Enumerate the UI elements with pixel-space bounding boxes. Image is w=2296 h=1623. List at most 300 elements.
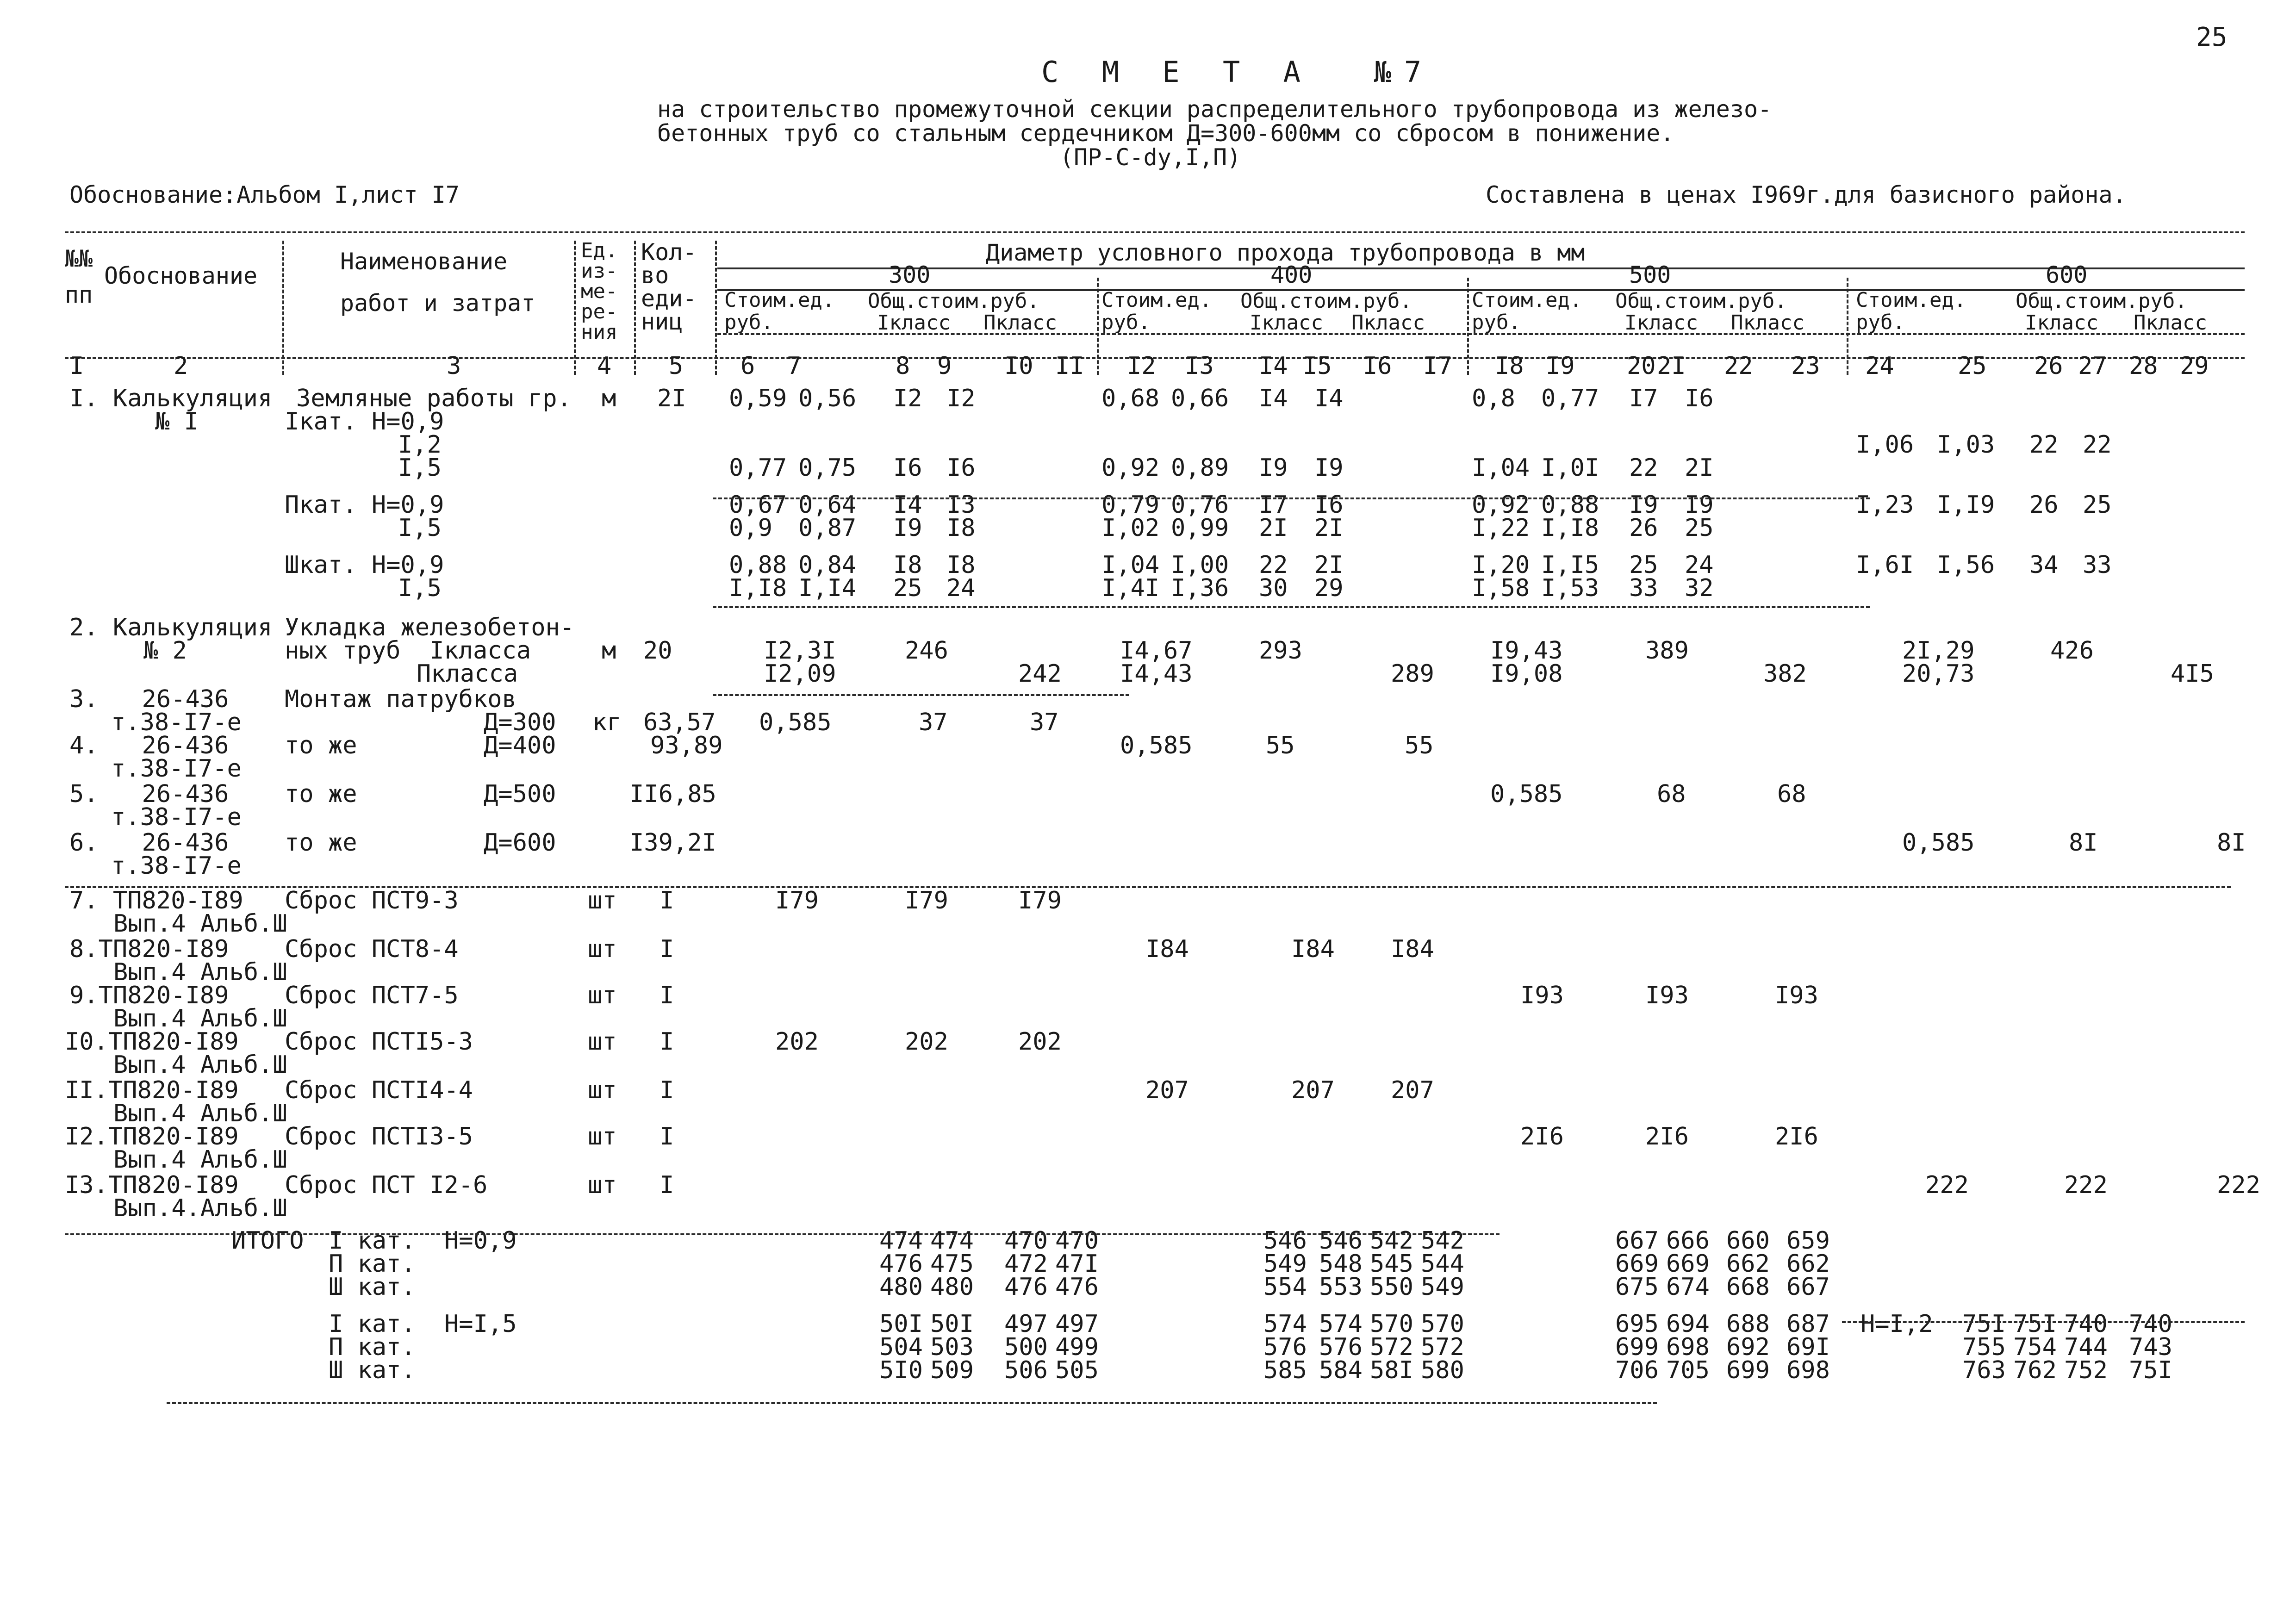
column-number: 2 — [174, 352, 188, 380]
header-total-cost-400: Общ.стоим.руб. — [1240, 289, 1412, 313]
table-cell: 0,88 — [729, 551, 787, 579]
table-cell: Вып.4 Альб.Ш — [113, 1100, 287, 1127]
table-cell: 32 — [1685, 574, 1714, 602]
table-cell: I,5 — [398, 514, 442, 542]
column-number: 2I — [1657, 352, 1686, 380]
table-cell: кг — [592, 709, 622, 736]
table-cell: I,56 — [1937, 551, 1995, 579]
totals-rule-bottom — [167, 1402, 1657, 1404]
table-cell: 574 — [1263, 1310, 1307, 1338]
table-cell: 470 — [1055, 1227, 1099, 1255]
table-cell: I,5 — [398, 454, 442, 482]
table-cell: 503 — [930, 1333, 974, 1361]
table-cell: № I — [155, 408, 199, 435]
column-number: 6 — [740, 352, 755, 380]
table-cell: I7 — [1629, 385, 1658, 412]
table-cell: 505 — [1055, 1356, 1099, 1384]
vsep-5 — [1097, 278, 1099, 375]
table-cell: 752 — [2064, 1356, 2108, 1384]
table-cell: 207 — [1145, 1076, 1189, 1104]
table-cell: 659 — [1786, 1227, 1830, 1255]
table-cell: Пкат. Н=0,9 — [285, 491, 444, 519]
table-cell: т.38-I7-е — [111, 852, 242, 880]
column-number: I7 — [1423, 352, 1452, 380]
header-diameter-300: 300 — [889, 261, 931, 288]
vsep-7 — [1847, 278, 1848, 375]
table-cell: 474 — [879, 1227, 923, 1255]
totals-rule-top — [65, 1233, 1500, 1235]
table-cell: I — [660, 1171, 674, 1199]
table-cell: I0.ТП820-I89 — [65, 1028, 239, 1056]
column-number: II — [1055, 352, 1084, 380]
table-cell: 576 — [1319, 1333, 1363, 1361]
table-cell: 4I5 — [2171, 660, 2214, 688]
table-cell: I,20 — [1472, 551, 1530, 579]
table-cell: 574 — [1319, 1310, 1363, 1338]
table-cell: Вып.4 Альб.Ш — [113, 958, 287, 986]
table-cell: т.38-I7-е — [111, 709, 242, 736]
table-cell: I2 — [946, 385, 976, 412]
table-cell: 22 — [1629, 454, 1658, 482]
page-number: 25 — [2196, 22, 2228, 52]
table-cell: 26 — [2029, 491, 2059, 519]
column-number: 26 — [2034, 352, 2063, 380]
table-cell: ИТОГО — [231, 1227, 304, 1255]
table-cell: 29 — [1314, 574, 1344, 602]
table-cell: I6 — [946, 454, 976, 482]
table-cell: I — [660, 935, 674, 963]
table-cell: I,23 — [1856, 491, 1914, 519]
table-cell: 246 — [905, 637, 948, 665]
table-cell: 2I — [1314, 514, 1344, 542]
table-cell: 0,585 — [1120, 732, 1193, 759]
vsep-4 — [715, 241, 717, 375]
table-cell: I4,43 — [1120, 660, 1193, 688]
table-cell: I93 — [1520, 982, 1564, 1009]
table-cell: I — [660, 887, 674, 914]
table-cell: 546 — [1263, 1227, 1307, 1255]
table-cell: 0,87 — [798, 514, 857, 542]
column-number: I4 — [1259, 352, 1288, 380]
table-cell: Ш кат. — [329, 1273, 416, 1301]
table-cell: I84 — [1145, 935, 1189, 963]
table-cell: I,06 — [1856, 431, 1914, 459]
table-cell: 222 — [1925, 1171, 1969, 1199]
table-cell: 33 — [1629, 574, 1658, 602]
table-cell: I,I5 — [1541, 551, 1599, 579]
table-cell: шт — [588, 1123, 617, 1150]
column-number: I3 — [1185, 352, 1214, 380]
column-number: 23 — [1791, 352, 1820, 380]
table-cell: 476 — [879, 1250, 923, 1278]
header-diameter-600: 600 — [2046, 261, 2088, 288]
table-cell: ных труб Iкласса — [285, 637, 531, 665]
table-cell: шт — [588, 1171, 617, 1199]
table-cell: 68 — [1657, 780, 1686, 808]
table-cell: 669 — [1666, 1250, 1710, 1278]
group-rule-1 — [713, 497, 1870, 499]
table-cell: 570 — [1370, 1310, 1413, 1338]
column-number: 29 — [2180, 352, 2209, 380]
table-cell: I,I8 — [729, 574, 787, 602]
table-cell: Д=300 — [484, 709, 556, 736]
table-cell: 744 — [2064, 1333, 2108, 1361]
header-class1-500: Iкласс — [1624, 311, 1698, 335]
table-cell: 506 — [1004, 1356, 1048, 1384]
table-cell: I93 — [1775, 982, 1818, 1009]
table-cell: 0,92 — [1101, 454, 1160, 482]
table-cell: 207 — [1291, 1076, 1335, 1104]
table-cell: 706 — [1615, 1356, 1659, 1384]
table-cell: 47I — [1055, 1250, 1099, 1278]
table-cell: Сброс ПСТ8-4 — [285, 935, 459, 963]
table-cell: 754 — [2013, 1333, 2057, 1361]
table-cell: 669 — [1615, 1250, 1659, 1278]
table-cell: 476 — [1055, 1273, 1099, 1301]
table-cell: 25 — [2083, 491, 2112, 519]
table-cell: 69I — [1786, 1333, 1830, 1361]
table-cell: I,5 — [398, 574, 442, 602]
table-cell: 2I6 — [1645, 1123, 1689, 1150]
table-cell: 695 — [1615, 1310, 1659, 1338]
table-cell: Вып.4 Альб.Ш — [113, 1005, 287, 1032]
group-rule-3 — [713, 694, 1129, 696]
table-cell: 2. Калькуляция — [69, 614, 273, 641]
column-number: 9 — [937, 352, 952, 380]
table-cell: I2,3I — [764, 637, 836, 665]
table-cell: 572 — [1421, 1333, 1464, 1361]
table-cell: I3.ТП820-I89 — [65, 1171, 239, 1199]
table-cell: 743 — [2129, 1333, 2172, 1361]
table-cell: т.38-I7-е — [111, 755, 242, 783]
table-cell: I — [660, 1123, 674, 1150]
table-cell: 0,77 — [729, 454, 787, 482]
table-cell: I,58 — [1472, 574, 1530, 602]
table-cell: I,I9 — [1937, 491, 1995, 519]
table-cell: 55 — [1266, 732, 1295, 759]
table-cell: 755 — [1962, 1333, 2006, 1361]
table-cell: 544 — [1421, 1250, 1464, 1278]
table-cell: шт — [588, 1028, 617, 1056]
table-cell: 2I,29 — [1902, 637, 1975, 665]
table-cell: 548 — [1319, 1250, 1363, 1278]
table-cell: 25 — [1629, 551, 1658, 579]
table-cell: Сброс ПСТI4-4 — [285, 1076, 473, 1104]
table-cell: 0,59 — [729, 385, 787, 412]
subtitle-line-3: (ПР-С-dy,I,П) — [1060, 144, 1241, 171]
table-cell: 668 — [1726, 1273, 1770, 1301]
vsep-2 — [574, 241, 576, 375]
header-col-basis: Обоснование — [104, 262, 258, 289]
table-cell: Монтаж патрубков — [285, 685, 516, 713]
column-number: I5 — [1303, 352, 1332, 380]
vsep-3 — [634, 241, 636, 375]
header-diameter-title: Диаметр условного прохода трубопровода в мм — [986, 239, 1585, 266]
table-cell: 0,67 — [729, 491, 787, 519]
table-cell: 2I — [657, 385, 686, 412]
column-number: I9 — [1546, 352, 1575, 380]
vsep-1 — [282, 241, 284, 375]
column-number: I — [69, 352, 84, 380]
table-cell: 6. 26-436 — [69, 829, 229, 857]
table-cell: Сброс ПСТ9-3 — [285, 887, 459, 914]
table-cell: I39,2I — [629, 829, 716, 857]
table-cell: 8I — [2069, 829, 2098, 857]
table-cell: Сброс ПСТI5-3 — [285, 1028, 473, 1056]
table-cell: 0,75 — [798, 454, 857, 482]
table-cell: Вып.4.Альб.Ш — [113, 1194, 287, 1222]
table-cell: 22 — [2029, 431, 2059, 459]
table-cell: 674 — [1666, 1273, 1710, 1301]
table-cell: Шкат. Н=0,9 — [285, 551, 444, 579]
table-cell: 0,56 — [798, 385, 857, 412]
table-cell: I,04 — [1472, 454, 1530, 482]
table-cell: м — [602, 637, 616, 665]
table-cell: 34 — [2029, 551, 2059, 579]
table-cell: I9 — [893, 514, 922, 542]
table-cell: 2I — [1259, 514, 1288, 542]
header-unit-cost-600: Стоим.ед. руб. — [1856, 288, 1966, 334]
table-cell: 0,92 — [1472, 491, 1530, 519]
table-cell: Ш кат. — [329, 1356, 416, 1384]
header-class2-500: Пкласс — [1731, 311, 1804, 335]
table-cell: 26 — [1629, 514, 1658, 542]
page-title: С М Е Т А №7 — [1041, 55, 1435, 89]
table-cell: 476 — [1004, 1273, 1048, 1301]
table-cell: шт — [588, 887, 617, 914]
table-cell: 509 — [930, 1356, 974, 1384]
table-cell: 9.ТП820-I89 — [69, 982, 229, 1009]
table-cell: I,I4 — [798, 574, 857, 602]
table-cell: II.ТП820-I89 — [65, 1076, 239, 1104]
table-cell: 705 — [1666, 1356, 1710, 1384]
table-cell: 662 — [1726, 1250, 1770, 1278]
header-total-cost-500: Общ.стоим.руб. — [1615, 289, 1787, 313]
table-cell: I79 — [905, 887, 948, 914]
table-cell: 8.ТП820-I89 — [69, 935, 229, 963]
table-cell: I84 — [1391, 935, 1434, 963]
table-cell: Д=600 — [484, 829, 556, 857]
prices-note: Составлена в ценах I969г.для базисного района. — [1486, 181, 2127, 208]
header-col-qty: Кол- во еди- ниц — [641, 239, 697, 335]
table-cell: 0,585 — [1490, 780, 1563, 808]
column-number: I8 — [1495, 352, 1524, 380]
table-cell: 666 — [1666, 1227, 1710, 1255]
table-cell: 2I — [1314, 551, 1344, 579]
column-number: 4 — [597, 352, 612, 380]
table-cell: Сброс ПСТ I2-6 — [285, 1171, 488, 1199]
column-number: I0 — [1004, 352, 1033, 380]
group-rule-4 — [65, 886, 2231, 888]
table-cell: Укладка железобетон- — [285, 614, 575, 641]
column-number: 27 — [2078, 352, 2107, 380]
header-class1-300: Iкласс — [877, 311, 951, 335]
table-cell: 475 — [930, 1250, 974, 1278]
table-cell: 542 — [1370, 1227, 1413, 1255]
table-cell: 584 — [1319, 1356, 1363, 1384]
table-cell: 222 — [2217, 1171, 2260, 1199]
header-total-cost-600: Общ.стоим.руб. — [2016, 289, 2187, 313]
table-cell: 554 — [1263, 1273, 1307, 1301]
table-cell: 75I — [1962, 1310, 2006, 1338]
table-cell: Н=0,9 — [444, 1227, 517, 1255]
table-cell: 480 — [930, 1273, 974, 1301]
table-cell: 55 — [1405, 732, 1434, 759]
table-cell: I7 — [1259, 491, 1288, 519]
table-cell: 63,57 — [643, 709, 716, 736]
header-class1-600: Iкласс — [2025, 311, 2098, 335]
table-cell: 0,585 — [759, 709, 832, 736]
table-cell: 546 — [1319, 1227, 1363, 1255]
table-cell: 675 — [1615, 1273, 1659, 1301]
header-diameter-400: 400 — [1270, 261, 1313, 288]
table-cell: 37 — [919, 709, 948, 736]
table-cell: 572 — [1370, 1333, 1413, 1361]
table-cell: 470 — [1004, 1227, 1048, 1255]
table-cell: 93,89 — [650, 732, 723, 759]
table-cell: 662 — [1786, 1250, 1830, 1278]
table-cell: Вып.4 Альб.Ш — [113, 1146, 287, 1174]
header-diameter-rule — [717, 267, 2245, 269]
table-cell: 542 — [1421, 1227, 1464, 1255]
table-cell: 33 — [2083, 551, 2112, 579]
table-cell: I6 — [893, 454, 922, 482]
table-cell: Сброс ПСТ7-5 — [285, 982, 459, 1009]
table-cell: 426 — [2050, 637, 2094, 665]
table-cell: 499 — [1055, 1333, 1099, 1361]
table-cell: 660 — [1726, 1227, 1770, 1255]
table-cell: 0,585 — [1902, 829, 1975, 857]
table-cell: 667 — [1786, 1273, 1830, 1301]
table-cell: 585 — [1263, 1356, 1307, 1384]
table-cell: 497 — [1055, 1310, 1099, 1338]
table-cell: I,00 — [1171, 551, 1229, 579]
column-number: 25 — [1958, 352, 1987, 380]
table-cell: Вып.4 Альб.Ш — [113, 1051, 287, 1079]
column-number: I2 — [1127, 352, 1156, 380]
table-cell: I6 — [1685, 385, 1714, 412]
table-cell: I,03 — [1937, 431, 1995, 459]
table-cell: 8I — [2217, 829, 2246, 857]
table-cell: 0,66 — [1171, 385, 1229, 412]
table-cell: I9 — [1259, 454, 1288, 482]
group-rule-2 — [713, 606, 1870, 608]
table-cell: 2I6 — [1775, 1123, 1818, 1150]
table-cell: I79 — [1018, 887, 1062, 914]
table-cell: 480 — [879, 1273, 923, 1301]
table-cell: 30 — [1259, 574, 1288, 602]
table-cell: Iкат. Н=0,9 — [285, 408, 444, 435]
table-cell: Вып.4 Альб.Ш — [113, 910, 287, 938]
table-cell: 75I — [2013, 1310, 2057, 1338]
table-cell: I3 — [946, 491, 976, 519]
table-cell: 25 — [1685, 514, 1714, 542]
table-cell: 694 — [1666, 1310, 1710, 1338]
table-cell: 0,76 — [1171, 491, 1229, 519]
table-cell: I79 — [775, 887, 819, 914]
table-cell: I кат. — [329, 1227, 416, 1255]
table-cell: I2,09 — [764, 660, 836, 688]
table-cell: 2I — [1685, 454, 1714, 482]
table-cell: Сброс ПСТI3-5 — [285, 1123, 473, 1150]
table-cell: 202 — [905, 1028, 948, 1056]
table-cell: шт — [588, 982, 617, 1009]
table-cell: 0,84 — [798, 551, 857, 579]
table-cell: I2.ТП820-I89 — [65, 1123, 239, 1150]
table-cell: Пкласса — [417, 660, 518, 688]
table-cell: 5. 26-436 — [69, 780, 229, 808]
header-unit-cost-300: Стоим.ед. руб. — [724, 288, 835, 334]
table-cell: 242 — [1018, 660, 1062, 688]
table-cell: I,53 — [1541, 574, 1599, 602]
table-cell: I4 — [1259, 385, 1288, 412]
basis-text: Обоснование:Альбом I,лист I7 — [69, 181, 460, 208]
table-cell: 289 — [1391, 660, 1434, 688]
table-cell: 549 — [1263, 1250, 1307, 1278]
table-cell: I4 — [893, 491, 922, 519]
table-cell: 0,79 — [1101, 491, 1160, 519]
table-cell: 50I — [930, 1310, 974, 1338]
table-cell: I,0I — [1541, 454, 1599, 482]
table-cell: 549 — [1421, 1273, 1464, 1301]
table-cell: 2I6 — [1520, 1123, 1564, 1150]
table-cell: I8 — [893, 551, 922, 579]
table-cell: I4 — [1314, 385, 1344, 412]
table-cell: 688 — [1726, 1310, 1770, 1338]
table-cell: Д=500 — [484, 780, 556, 808]
table-cell: 24 — [946, 574, 976, 602]
table-cell: Н=I,5 — [444, 1310, 517, 1338]
table-cell: 762 — [2013, 1356, 2057, 1384]
table-cell: I9,08 — [1490, 660, 1563, 688]
column-number: 7 — [787, 352, 802, 380]
table-cell: I4,67 — [1120, 637, 1193, 665]
table-cell: 222 — [2064, 1171, 2108, 1199]
table-cell: № 2 — [143, 637, 187, 665]
table-cell: I — [660, 1028, 674, 1056]
table-cell: I,I8 — [1541, 514, 1599, 542]
table-cell: 0,68 — [1101, 385, 1160, 412]
header-top-rule — [65, 231, 2245, 233]
table-cell: I — [660, 982, 674, 1009]
table-cell: 580 — [1421, 1356, 1464, 1384]
header-col-unit: Ед. из- ме- ре- ния — [581, 239, 618, 344]
totals-600-rule — [1842, 1321, 2245, 1323]
table-cell: Земляные работы гр. — [296, 385, 572, 412]
table-cell: 25 — [893, 574, 922, 602]
table-cell: I8 — [946, 551, 976, 579]
table-cell: I,22 — [1472, 514, 1530, 542]
table-cell: I84 — [1291, 935, 1335, 963]
table-cell: 0,9 — [729, 514, 772, 542]
table-cell: 22 — [1259, 551, 1288, 579]
table-cell: I кат. — [329, 1310, 416, 1338]
table-cell: 472 — [1004, 1250, 1048, 1278]
table-cell: I,6I — [1856, 551, 1914, 579]
table-cell: 202 — [1018, 1028, 1062, 1056]
header-class1-400: Iкласс — [1250, 311, 1323, 335]
table-cell: 68 — [1777, 780, 1806, 808]
column-number: 3 — [447, 352, 461, 380]
table-cell: 740 — [2129, 1310, 2172, 1338]
table-cell: 293 — [1259, 637, 1302, 665]
table-cell: I9 — [1685, 491, 1714, 519]
table-cell: шт — [588, 935, 617, 963]
table-cell: I. Калькуляция — [69, 385, 273, 412]
subtitle-line-2: бетонных труб со стальным сердечником Д=300-600мм со сбросом в понижение. — [657, 120, 1674, 147]
table-cell: 497 — [1004, 1310, 1048, 1338]
column-number: I6 — [1363, 352, 1392, 380]
